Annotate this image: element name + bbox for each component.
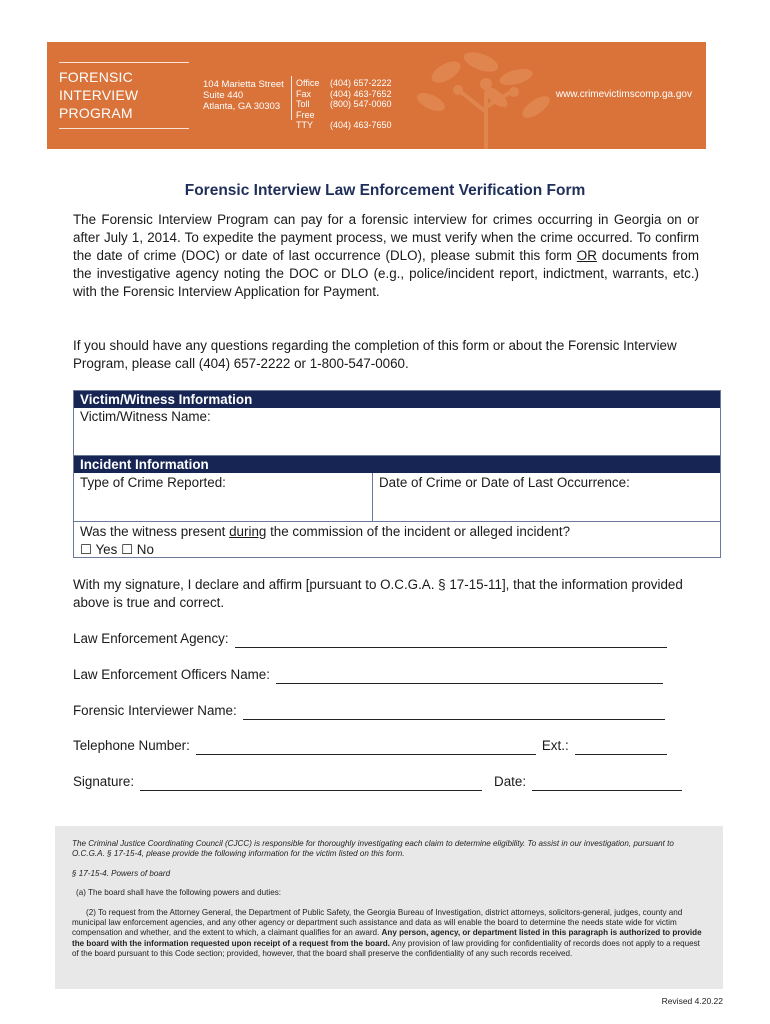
crime-date-field[interactable]: Date of Crime or Date of Last Occurrence: — [379, 475, 630, 490]
telephone-field[interactable]: Telephone Number: Ext.: — [73, 737, 667, 755]
notice-intro: The Criminal Justice Coordinating Council (CJCC) is responsible for thoroughly investigating each claim to determine eligibility. To assist in our investigation, pursuant to O.C.G.A. § 17-15-4, please provide the following information for the victim listed on this form. — [72, 839, 674, 859]
contact-paragraph: If you should have any questions regarding the completion of this form or about the Forensic Interview Program, please call (404) 657-2222 or 1-800-547-0060. — [73, 338, 677, 371]
revision-date: Revised 4.20.22 — [661, 996, 723, 1006]
notice-powers: (a) The board shall have the following powers and duties: — [76, 888, 282, 898]
ext-line[interactable] — [575, 740, 667, 755]
form-title: Forensic Interview Law Enforcement Verification Form — [184, 182, 586, 199]
victim-witness-header: Victim/Witness Information — [74, 391, 720, 408]
no-checkbox[interactable]: ☐ No — [121, 542, 154, 557]
banner-divider — [291, 76, 292, 120]
website-url[interactable]: www.crimevictimscomp.ga.gov — [555, 89, 692, 100]
header-banner — [47, 42, 706, 149]
agency-field[interactable]: Law Enforcement Agency: — [73, 630, 667, 648]
officer-name-field[interactable]: Law Enforcement Officers Name: — [73, 666, 663, 684]
phone-row: Office (404) 657-2222 — [296, 78, 392, 88]
interviewer-name-field[interactable]: Forensic Interviewer Name: — [73, 702, 665, 720]
banner-rule-top — [59, 62, 189, 63]
agency-line[interactable] — [235, 633, 667, 648]
officer-name-line[interactable] — [276, 669, 663, 684]
program-address: 104 Marietta Street Suite 440 Atlanta, GA 30303 — [203, 79, 284, 112]
incident-header: Incident Information — [74, 456, 720, 473]
phone-list — [296, 78, 392, 131]
yes-checkbox[interactable]: ☐ Yes — [80, 542, 118, 557]
banner-rule-bottom — [59, 128, 189, 129]
legal-notice-box — [55, 826, 723, 989]
interviewer-name-line[interactable] — [243, 705, 665, 720]
phone-row: Toll Free (800) 547-0060 — [296, 99, 392, 120]
phone-row: Fax (404) 463-7652 — [296, 88, 392, 99]
crime-type-field[interactable]: Type of Crime Reported: — [74, 473, 373, 521]
notice-section-title: § 17-15-4. Powers of board — [72, 868, 171, 878]
victim-witness-section — [73, 390, 721, 456]
witness-present-question: Was the witness present during the commission of the incident or alleged incident? — [80, 524, 571, 539]
victim-witness-name-field[interactable]: Victim/Witness Name: — [80, 409, 211, 424]
incident-section — [73, 456, 721, 558]
signature-field[interactable]: Signature: Date: — [73, 773, 682, 791]
signature-line[interactable] — [140, 776, 482, 791]
witness-present-options — [74, 540, 720, 558]
declaration-text: With my signature, I declare and affirm [pursuant to O.C.G.A. § 17-15-11], that the information provided above is true and correct. — [73, 577, 683, 610]
notice-paragraph-2: (2) To request from the Attorney General, the Department of Public Safety, the Georgia Bureau of Investigation, district attorneys, solicitors-general, judges, county and municipal law enforcement agencies, and any other agency or department such assistance and data as will enable the board to determine the needs state wide for victim compensation and whether, and the extent to which, a claimant qualifies for an award. Any person, agency, or department listed in this paragraph is authorized to provide the board with the information requested upon receipt of a request from the board. Any provision of law providing for confidentiality of records does not apply to a request of the board pursuant to this Code section; provided, however, that the board shall preserve the confidentiality of any such records received. — [72, 907, 702, 959]
date-line[interactable] — [532, 776, 682, 791]
intro-paragraph: The Forensic Interview Program can pay for a forensic interview for crimes occurring in Georgia on or after July 1, 2014. To expedite the payment process, we must verify when the crime occurred. To confirm the date of crime (DOC) or date of last occurrence (DLO), please submit this form OR documents from the investigative agency noting the DOC or DLO (e.g., police/incident report, indictment, warrants, etc.) with the Forensic Interview Application for Payment. — [73, 212, 699, 299]
program-name: FORENSIC INTERVIEW PROGRAM — [59, 69, 139, 121]
telephone-line[interactable] — [196, 740, 536, 755]
phone-row: TTY (404) 463-7650 — [296, 120, 392, 130]
